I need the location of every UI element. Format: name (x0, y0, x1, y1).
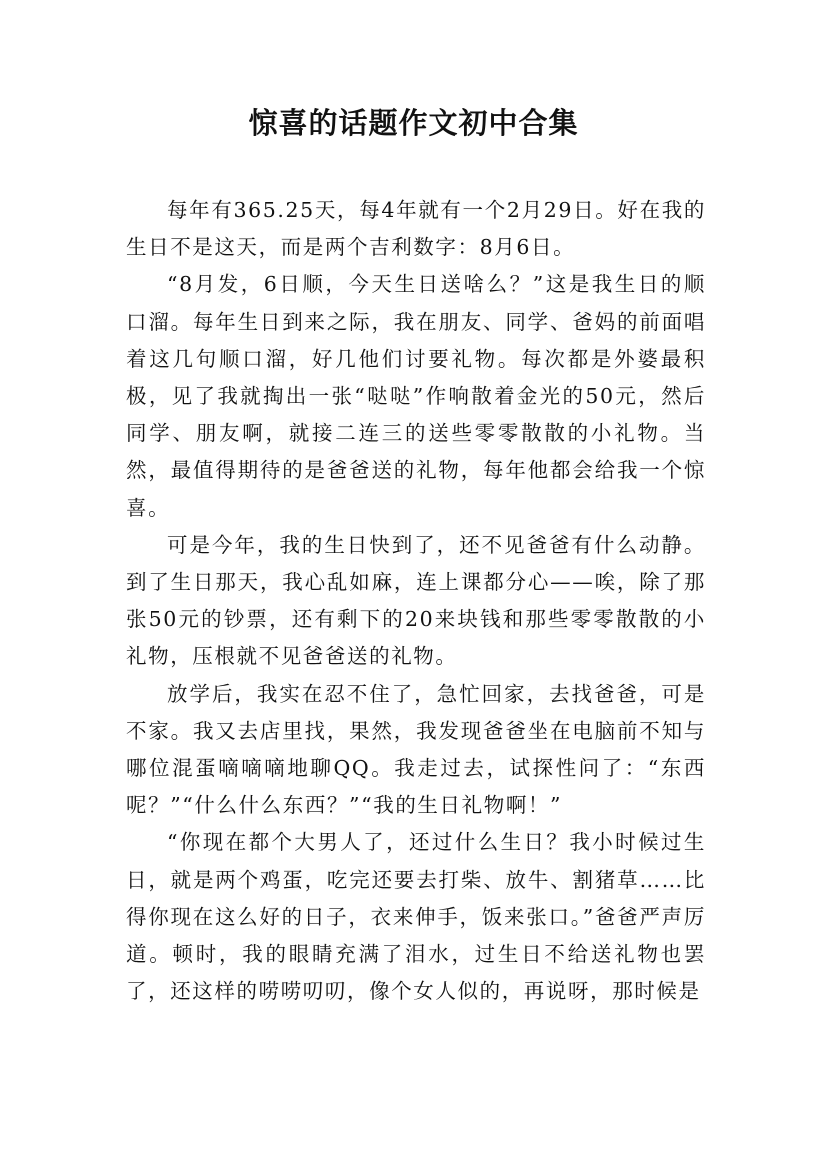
paragraph-5: “你现在都个大男人了，还过什么生日？我小时候过生日，就是两个鸡蛋，吃完还要去打柴、放牛、割猪草……比得你现在这么好的日子，衣来伸手，饭来张口。”爸爸严声厉道。顿时，我的眼睛充满了泪水，过生日不给送礼物也罢了，还这样的唠唠叨叨，像个女人似的，再说呀，那时候是 (126, 830, 706, 1004)
document-body (126, 192, 706, 1010)
document-title: 惊喜的话题作文初中合集 (248, 106, 579, 140)
paragraph-3: 可是今年，我的生日快到了，还不见爸爸有什么动静。到了生日那天，我心乱如麻，连上课都分心——唉，除了那张50元的钞票，还有剩下的20来块钱和那些零零散散的小礼物，压根就不见爸爸送的礼物。 (126, 532, 706, 669)
paragraph-2: “8月发，6日顺，今天生日送啥么？”这是我生日的顺口溜。每年生日到来之际，我在朋友、同学、爸妈的前面唱着这几句顺口溜，好几他们讨要礼物。每次都是外婆最积极，见了我就掏出一张“哒哒”作响散着金光的50元，然后同学、朋友啊，就接二连三的送些零零散散的小礼物。当然，最值得期待的是爸爸送的礼物，每年他都会给我一个惊喜。 (126, 272, 706, 520)
paragraph-1: 每年有365.25天，每4年就有一个2月29日。好在我的生日不是这天，而是两个吉利数字：8月6日。 (126, 198, 706, 260)
paragraph-4: 放学后，我实在忍不住了，急忙回家，去找爸爸，可是不家。我又去店里找，果然，我发现爸爸坐在电脑前不知与哪位混蛋嘀嘀嘀地聊QQ。我走过去，试探性问了：“东西呢？”“什么什么东西？”“我的生日礼物啊！” (126, 681, 706, 818)
